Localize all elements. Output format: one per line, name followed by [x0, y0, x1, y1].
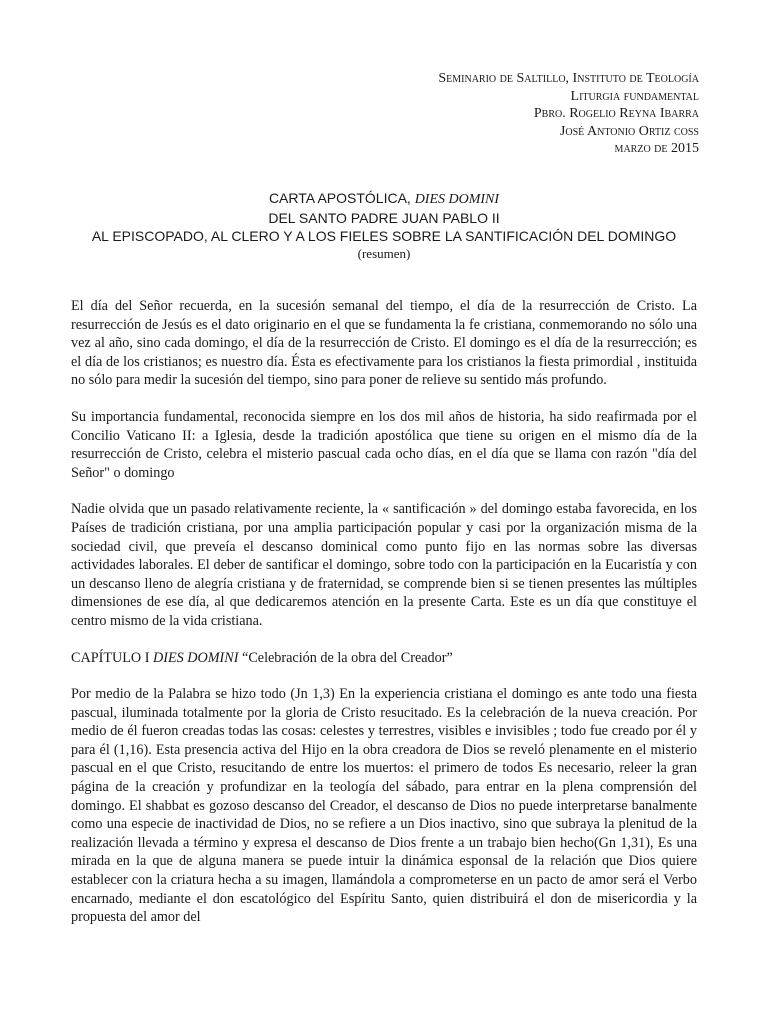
- title-line-3: AL EPISCOPADO, AL CLERO Y A LOS FIELES SOBRE LA SANTIFICACIÓN DEL DOMINGO: [91, 228, 677, 244]
- title-line-1: [40, 189, 728, 209]
- header-student: José Antonio Ortiz coss: [559, 123, 699, 139]
- paragraph: Nadie olvida que un pasado relativamente reciente, la « santificación » del domingo estaba favorecida, en los Países de tradición cristiana, por una amplia participación popular y casi por la organización misma de la sociedad civil, que preveía el descanso dominical como punto fijo en las normas sobre las diversas actividades laborales. El deber de santificar el domingo, sobre todo con la participación en la Eucaristía y con un descanso lleno de alegría cristiana y de fraternidad, se comprende bien si se tienen presentes las múltiples dimensiones de ese día, al que dedicaremos atención en la presente Carta. Este es un día que constituye el centro mismo de la vida cristiana.: [71, 501, 697, 629]
- title-line-2: DEL SANTO PADRE JUAN PABLO II: [268, 210, 500, 226]
- chapter-prefix: CAPÍTULO I: [71, 649, 153, 666]
- chapter-italic: DIES DOMINI: [152, 649, 239, 666]
- paragraph: El día del Señor recuerda, en la sucesión semanal del tiempo, el día de la resurrección de Cristo. La resurrección de Jesús es el dato originario en el que se fundamenta la fe cristiana, conmemorando no sólo una vez al año, sino cada domingo, el día de la resurrección de Cristo. El domingo es el día de la resurrección; es el día de los cristianos; es nuestro día. Ésta es efectivamente para los cristianos la fiesta primordial , instituida no sólo para medir la sucesión del tiempo, sino para poner de relieve su sentido más profundo.: [71, 298, 697, 389]
- header-date: marzo de 2015: [614, 141, 699, 156]
- document-header: [438, 70, 699, 158]
- title-note: (resumen): [357, 246, 411, 261]
- chapter-heading: [71, 649, 697, 668]
- chapter-suffix: “Celebración de la obra del Creador”: [238, 649, 453, 666]
- header-course: Liturgia fundamental: [570, 88, 699, 104]
- document-body: [71, 297, 697, 945]
- title-italic: DIES DOMINI: [414, 192, 500, 207]
- title-prefix: CARTA APOSTÓLICA,: [268, 190, 415, 206]
- paragraph: Su importancia fundamental, reconocida siempre en los dos mil años de historia, ha sido reafirmada por el Concilio Vaticano II: a Iglesia, desde la tradición apostólica que tiene su origen en el mismo día de la resurrección de Cristo, celebra el misterio pascual cada ocho días, en el día que se llama con razón "día del Señor" o domingo: [71, 408, 697, 481]
- header-institution: Seminario de Saltillo, Instituto de Teología: [438, 71, 699, 86]
- document-title: [40, 189, 728, 263]
- paragraph: Por medio de la Palabra se hizo todo (Jn 1,3) En la experiencia cristiana el domingo es ante todo una fiesta pascual, iluminada totalmente por la gloria de Cristo resucitado. Es la celebración de la nueva creación. Por medio de él fueron creadas todas las cosas: celestes y terrestres, visibles e invisibles ; todo fue creado por él y para él (1,16). Esta presencia activa del Hijo en la obra creadora de Dios se reveló plenamente en el misterio pascual en el que Cristo, resucitando de entre los muertos: el primero de todos Es necesario, releer la gran página de la creación y profundizar en la teología del sábado, para entrar en la plena comprensión del domingo. El shabbat es gozoso descanso del Creador, el descanso de Dios no puede interpretarse banalmente como una especie de inactividad de Dios, no se refiere a un Dios inactivo, sino que subraya la plenitud de la realización llevada a término y expresa el descanso de Dios frente a un trabajo bien hecho(Gn 1,31), Es una mirada en la que de alguna manera se puede intuir la dinámica esponsal de la relación que Dios quiere establecer con la criatura hecha a su imagen, llamándola a comprometerse en un pacto de amor será el Verbo encarnado, mediante el don escatológico del Espíritu Santo, quien distribuirá el don de misericordia y la propuesta del amor del: [71, 686, 697, 926]
- header-professor: Pbro. Rogelio Reyna Ibarra: [533, 106, 699, 121]
